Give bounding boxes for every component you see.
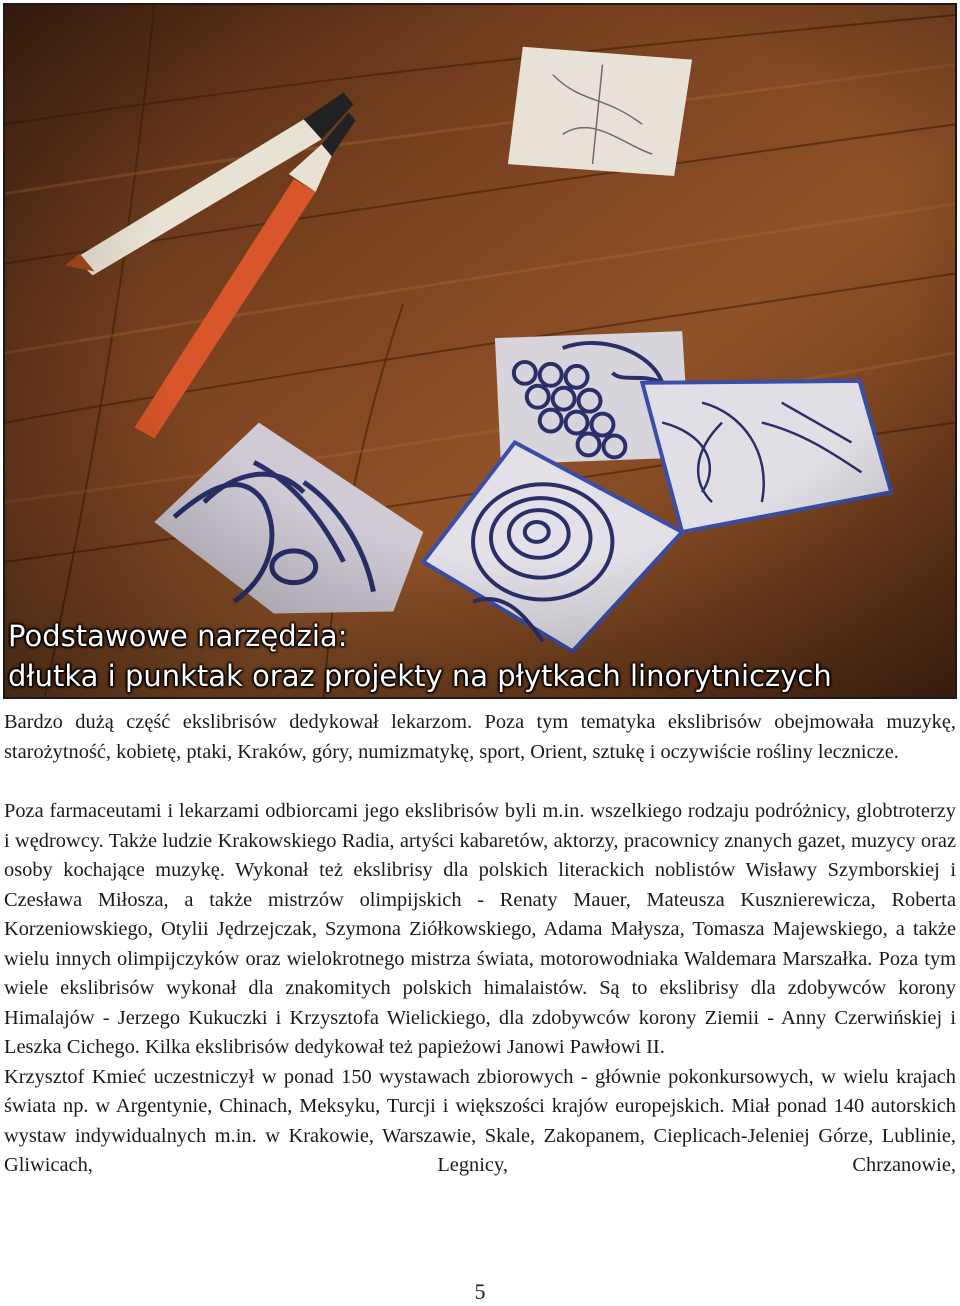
paragraph-2: Poza farmaceutami i lekarzami odbiorcami jego ekslibrisów byli m.in. wszelkiego rodzaju podróżnicy, globtroterzy i wędrowcy. Także ludzie Krakowskiego Radia, artyści kabaretów, aktorzy, pracownicy znanych gazet, muzycy oraz osoby kochające muzykę. Wykonał też ekslibrisy dla polskich literackich noblistów Wisławy Szymborskiej i Czesława Miłosza, a także mistrzów olimpijskich - Renaty Mauer, Mateusza Kusznierewicza, Roberta Korzeniowskiego, Otylii Jędrzejczak, Szymona Ziółkowskiego, Adama Małysza, Tomasza Majewskiego, a także wielu innych olimpijczyków oraz wielokrotnego mistrza świata, motorowodniaka Waldemara Marszałka. Poza tym wiele ekslibrisów wykonał dla znakomitych polskich himalaistów. Są to ekslibrisy dla zdobywców korony Himalajów - Jerzego Kukuczki i Krzysztofa Wielickiego, dla zdobywców korony Ziemii - Anny Czerwińskiej i Leszka Cichego. Kilka ekslibrisów dedykował też papieżowi Janowi Pawłowi II. (4, 800, 956, 1058)
page-number: 5 (474, 1279, 486, 1304)
photo-image (5, 5, 955, 697)
photo-caption (8, 616, 948, 696)
paragraph-1: Bardzo dużą część ekslibrisów dedykował lekarzom. Poza tym tematyka ekslibrisów obejmowała muzykę, starożytność, kobietę, ptaki, Kraków, góry, numizmatykę, sport, Orient, sztukę i oczywiście rośliny lecznicze. (4, 711, 956, 763)
photo-caption-line-2: dłutka i punktak oraz projekty na płytkach linorytniczych (8, 659, 832, 693)
body-text (4, 708, 956, 1181)
photo-caption-line-1: Podstawowe narzędzia: (8, 619, 348, 653)
paragraph-3: Krzysztof Kmieć uczestniczył w ponad 150 wystawach zbiorowych - głównie pokonkursowych, w wielu krajach świata np. w Argentynie, Chinach, Meksyku, Turcji i większości krajów europejskich. Miał ponad 140 autorskich wystaw indywidualnych m.in. w Krakowie, Warszawie, Skale, Zakopanem, Cieplicach-Jeleniej Górze, Lublinie, Gliwicach, Legnicy, Chrzanowie, (4, 1065, 956, 1176)
photo (3, 3, 957, 699)
